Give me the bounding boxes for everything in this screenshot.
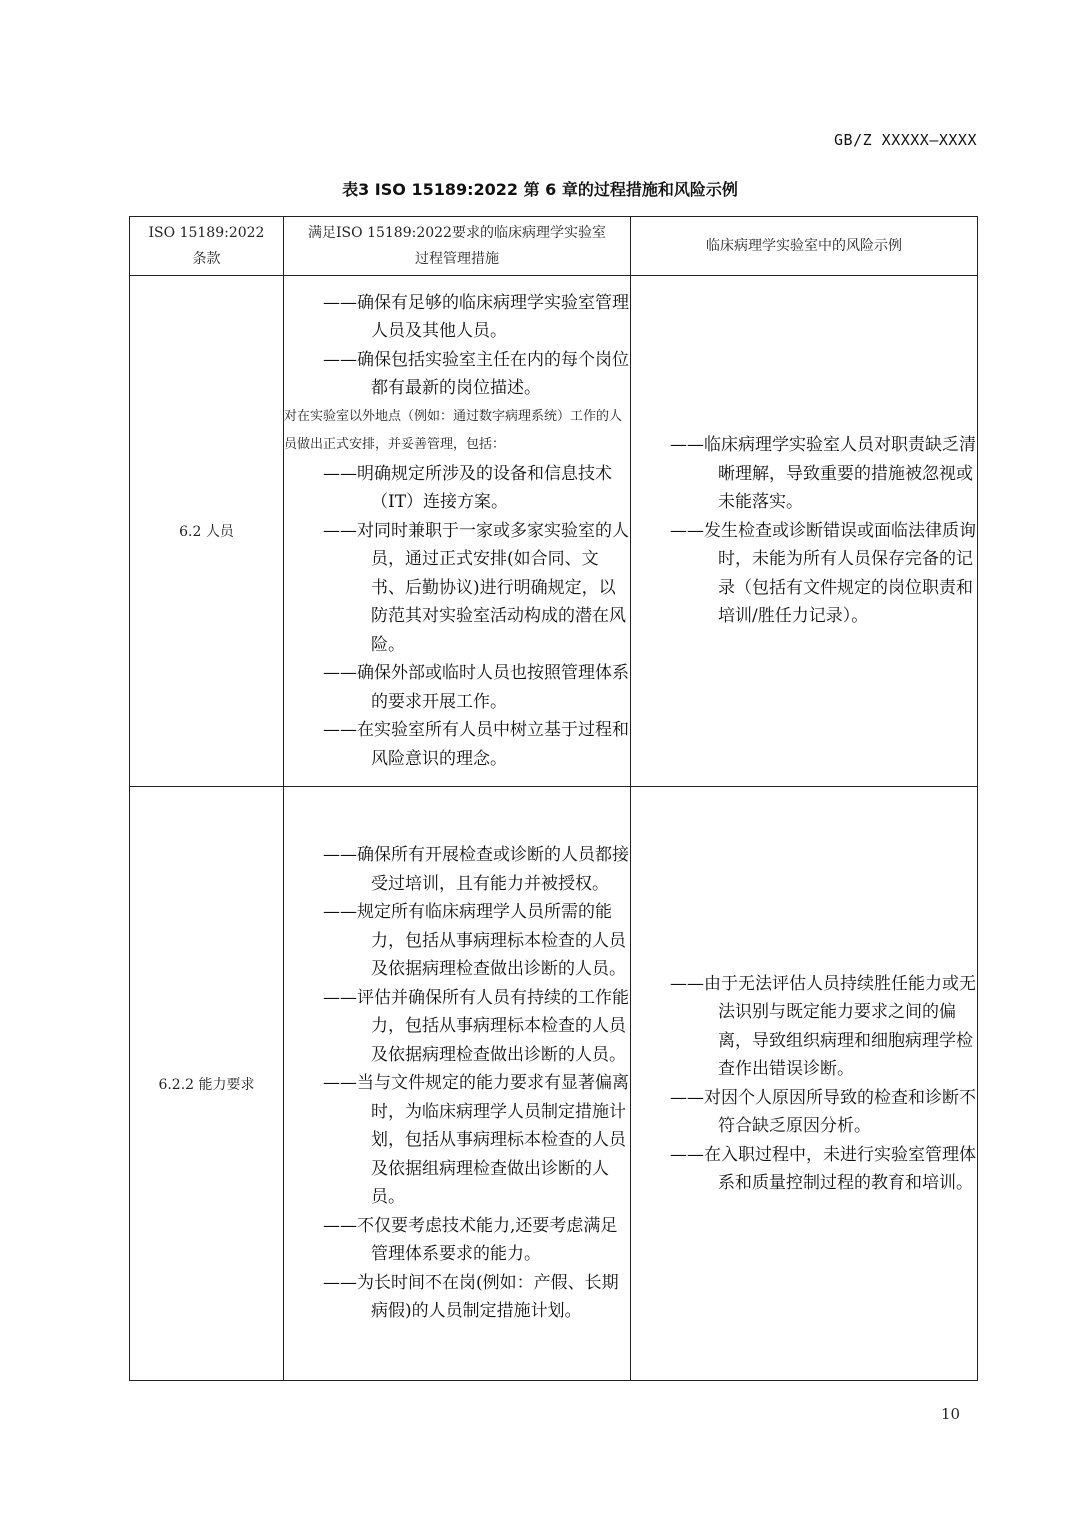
- measure-item: ——确保外部或临时人员也按照管理体系的要求开展工作。: [323, 663, 629, 712]
- measure-item: ——确保包括实验室主任在内的每个岗位都有最新的岗位描述。: [323, 349, 629, 399]
- measure-item: ——规定所有临床病理学人员所需的能力，包括从事病理标本检查的人员及依据病理检查做出诊断的人员。: [323, 902, 626, 980]
- header-clause-text: ISO 15189:2022 条款: [148, 225, 265, 267]
- table-row: [130, 787, 978, 1381]
- header-risks: [631, 217, 978, 276]
- measure-item: ——对同时兼职于一家或多家实验室的人员，通过正式安排(如合同、文书、后勤协议)进行明确规定，以防范其对实验室活动构成的潜在风险。: [323, 520, 629, 655]
- header-risks-text: 临床病理学实验室中的风险示例: [706, 238, 902, 254]
- clause-cell: 6.2.2 能力要求: [130, 787, 284, 1381]
- clause-cell: 6.2 人员: [130, 276, 284, 787]
- measure-note: 对在实验室以外地点（例如：通过数字病理系统）工作的人员做出正式安排，并妥善管理，包括：: [284, 408, 623, 453]
- measures-cell: [284, 276, 631, 787]
- measure-item: ——明确规定所涉及的设备和信息技术（IT）连接方案。: [323, 463, 612, 513]
- measure-item: ——确保有足够的临床病理学实验室管理人员及其他人员。: [323, 292, 629, 342]
- document-code: GB/Z XXXXX—XXXX: [834, 131, 977, 149]
- measures-risk-table: [129, 216, 978, 1381]
- risk-item: ——由于无法评估人员持续胜任能力或无法识别与既定能力要求之间的偏离，导致组织病理和细胞病理学检查作出错误诊断。: [670, 973, 976, 1079]
- measure-item: ——确保所有开展检查或诊断的人员都接受过培训，且有能力并被授权。: [323, 845, 629, 894]
- measure-item: ——为长时间不在岗(例如：产假、长期病假)的人员制定措施计划。: [323, 1272, 619, 1322]
- table-title: 表3 ISO 15189:2022 第 6 章的过程措施和风险示例: [342, 180, 738, 199]
- table-header-row: [130, 217, 978, 276]
- risk-item: ——临床病理学实验室人员对职责缺乏清晰理解，导致重要的措施被忽视或未能落实。: [670, 435, 976, 513]
- measure-item: ——评估并确保所有人员有持续的工作能力，包括从事病理标本检查的人员及依据病理检查做出诊断的人员。: [323, 987, 629, 1065]
- table-row: [130, 276, 978, 787]
- header-measures-text: 满足ISO 15189:2022要求的临床病理学实验室 过程管理措施: [308, 225, 606, 267]
- risk-item: ——在入职过程中，未进行实验室管理体系和质量控制过程的教育和培训。: [670, 1144, 976, 1193]
- header-clause: [130, 217, 284, 276]
- risk-item: ——发生检查或诊断错误或面临法律质询时，未能为所有人员保存完备的记录（包括有文件规定的岗位职责和培训/胜任力记录）。: [670, 520, 976, 627]
- measure-item: ——当与文件规定的能力要求有显著偏离时，为临床病理学人员制定措施计划，包括从事病理标本检查的人员及依据组病理检查做出诊断的人员。: [323, 1073, 629, 1208]
- risk-item: ——对因个人原因所导致的检查和诊断不符合缺乏原因分析。: [670, 1087, 976, 1136]
- risks-cell: [631, 787, 978, 1381]
- measure-item: ——不仅要考虑技术能力,还要考虑满足管理体系要求的能力。: [323, 1215, 618, 1265]
- page-number: 10: [941, 1405, 961, 1423]
- measures-cell: [284, 787, 631, 1381]
- header-measures: [284, 217, 631, 276]
- risks-cell: [631, 276, 978, 787]
- measure-item: ——在实验室所有人员中树立基于过程和风险意识的理念。: [323, 720, 629, 769]
